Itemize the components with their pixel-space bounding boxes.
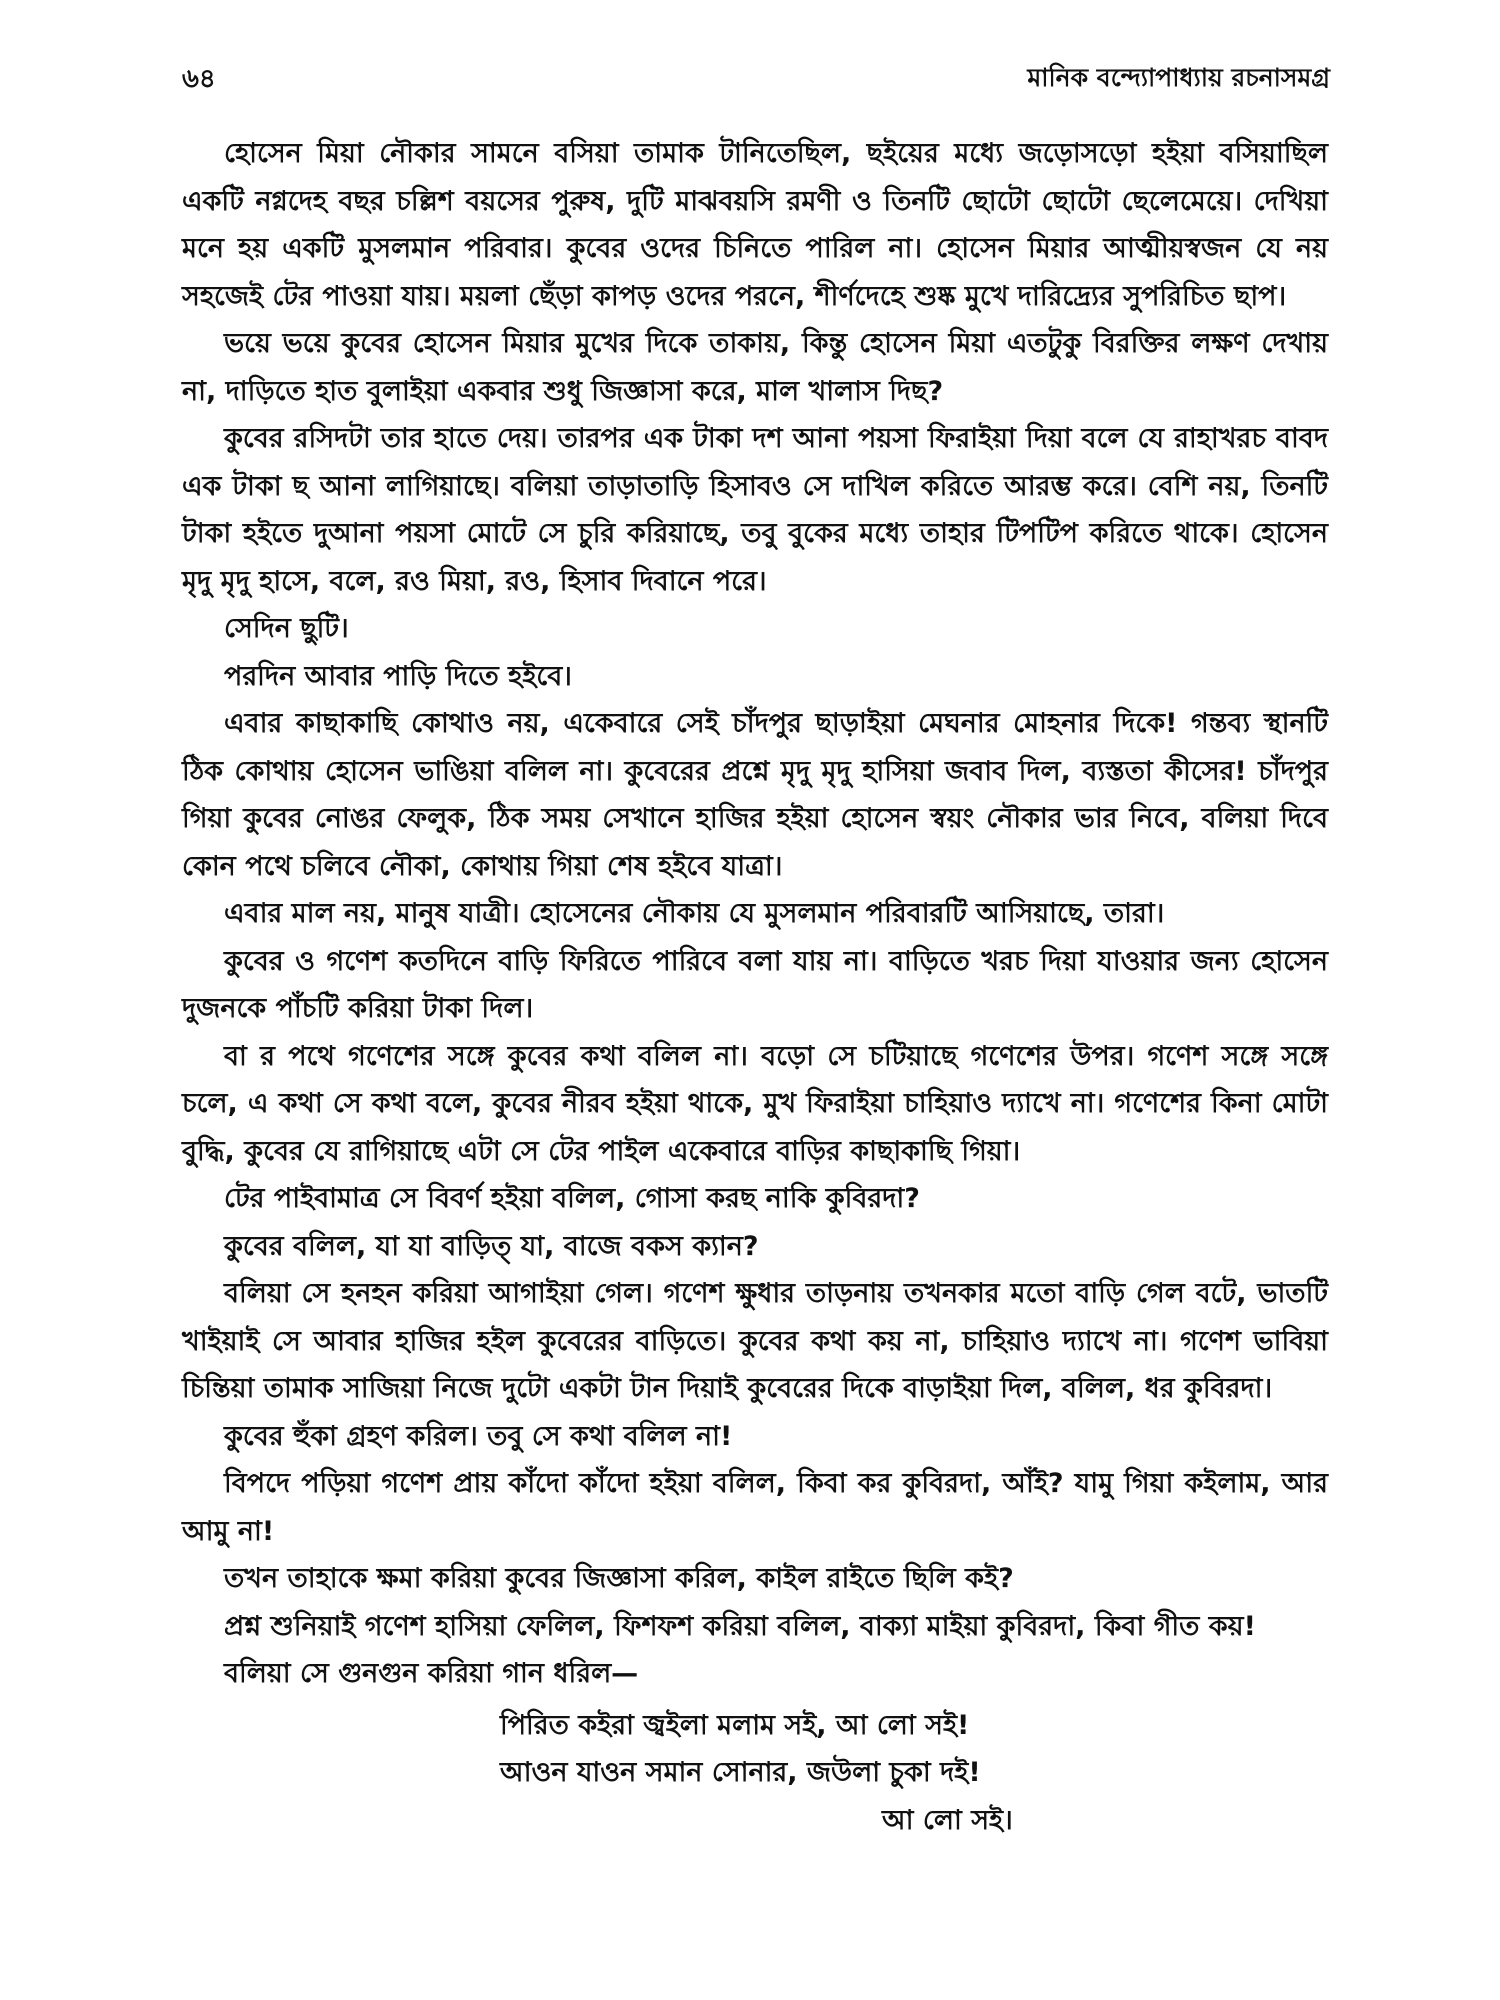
page-number: ৬৪: [182, 64, 216, 94]
paragraph: কুবের রসিদটা তার হাতে দেয়। তারপর এক টাকা দশ আনা পয়সা ফিরাইয়া দিয়া বলে যে রাহাখরচ বাবদ এক টাকা ছ আনা লাগিয়াছে। বলিয়া তাড়াতাড়ি হিসাবও সে দাখিল করিতে আরম্ভ করে। বেশি নয়, তিনটি টাকা হইতে দুআনা পয়সা মোটে সে চুরি করিয়াছে, তবু বুকের মধ্যে তাহার টিপটিপ করিতে থাকে। হোসেন মৃদু মৃদু হাসে, বলে, রও মিয়া, রও, হিসাব দিবানে পরে।: [182, 423, 1328, 597]
paragraph: ভয়ে ভয়ে কুবের হোসেন মিয়ার মুখের দিকে তাকায়, কিন্তু হোসেন মিয়া এতটুকু বিরক্তির লক্ষণ দেখায় না, দাড়িতে হাত বুলাইয়া একবার শুধু জিজ্ঞাসা করে, মাল খালাস দিছ?: [182, 328, 1328, 407]
paragraph: কুবের হুঁকা গ্রহণ করিল। তবু সে কথা বলিল না!: [224, 1420, 733, 1452]
paragraph: হোসেন মিয়া নৌকার সামনে বসিয়া তামাক টানিতেছিল, ছইয়ের মধ্যে জড়োসড়ো হইয়া বসিয়াছিল একটি নগ্নদেহ বছর চল্লিশ বয়সের পুরুষ, দুটি মাঝবয়সি রমণী ও তিনটি ছোটো ছোটো ছেলেমেয়ে। দেখিয়া মনে হয় একটি মুসলমান পরিবার। কুবের ওদের চিনিতে পারিল না। হোসেন মিয়ার আত্মীয়স্বজন যে নয় সহজেই টের পাওয়া যায়। ময়লা ছেঁড়া কাপড় ওদের পরনে, শীর্ণদেহে শুষ্ক মুখে দারিদ্র্যের সুপরিচিত ছাপ।: [182, 138, 1328, 312]
verse-line: পিরিত কইরা জ্বইলা মলাম সই, আ লো সই!: [500, 1709, 970, 1741]
paragraph: কুবের বলিল, যা যা বাড়িত্ যা, বাজে বকস ক্যান?: [224, 1230, 759, 1262]
verse-line: আ লো সই।: [882, 1804, 1013, 1836]
paragraph: বা র পথে গণেশের সঙ্গে কুবের কথা বলিল না। বড়ো সে চটিয়াছে গণেশের উপর। গণেশ সঙ্গে সঙ্গে চলে, এ কথা সে কথা বলে, কুবের নীরব হইয়া থাকে, মুখ ফিরাইয়া চাহিয়াও দ্যাখে না। গণেশের কিনা মোটা বুদ্ধি, কুবের যে রাগিয়াছে এটা সে টের পাইল একেবারে বাড়ির কাছাকাছি গিয়া।: [182, 1040, 1328, 1167]
paragraph: সেদিন ছুটি।: [224, 613, 349, 644]
running-title: মানিক বন্দ্যোপাধ্যায় রচনাসমগ্র: [1027, 63, 1330, 92]
page-header: [182, 58, 1330, 98]
paragraph: এবার কাছাকাছি কোথাও নয়, একেবারে সেই চাঁদপুর ছাড়াইয়া মেঘনার মোহনার দিকে! গন্তব্য স্থানটি ঠিক কোথায় হোসেন ভাঙিয়া বলিল না। কুবেরের প্রশ্নে মৃদু মৃদু হাসিয়া জবাব দিল, ব্যস্ততা কীসের! চাঁদপুর গিয়া কুবের নোঙর ফেলুক, ঠিক সময় সেখানে হাজির হইয়া হোসেন স্বয়ং নৌকার ভার নিবে, বলিয়া দিবে কোন পথে চলিবে নৌকা, কোথায় গিয়া শেষ হইবে যাত্রা।: [182, 708, 1328, 882]
paragraph: টের পাইবামাত্র সে বিবর্ণ হইয়া বলিল, গোসা করছ নাকি কুবিরদা?: [224, 1183, 920, 1214]
paragraph: পরদিন আবার পাড়ি দিতে হইবে।: [224, 660, 572, 692]
verse-line: আওন যাওন সমান সোনার, জউলা চুকা দই!: [500, 1757, 981, 1788]
body-text: [182, 130, 1328, 1844]
paragraph: বিপদে পড়িয়া গণেশ প্রায় কাঁদো কাঁদো হইয়া বলিল, কিবা কর কুবিরদা, আঁই? যামু গিয়া কইলাম, আর আমু না!: [182, 1468, 1328, 1547]
paragraph: এবার মাল নয়, মানুষ যাত্রী। হোসেনের নৌকায় যে মুসলমান পরিবারটি আসিয়াছে, তারা।: [224, 898, 1165, 929]
paragraph: বলিয়া সে হনহন করিয়া আগাইয়া গেল। গণেশ ক্ষুধার তাড়নায় তখনকার মতো বাড়ি গেল বটে, ভাতটি খাইয়াই সে আবার হাজির হইল কুবেরের বাড়িতে। কুবের কথা কয় না, চাহিয়াও দ্যাখে না। গণেশ ভাবিয়া চিন্তিয়া তামাক সাজিয়া নিজে দুটো একটা টান দিয়াই কুবেরের দিকে বাড়াইয়া দিল, বলিল, ধর কুবিরদা।: [182, 1278, 1328, 1404]
paragraph: তখন তাহাকে ক্ষমা করিয়া কুবের জিজ্ঞাসা করিল, কাইল রাইতে ছিলি কই?: [224, 1563, 1014, 1594]
paragraph: বলিয়া সে গুনগুন করিয়া গান ধরিল—: [224, 1658, 639, 1689]
paragraph: প্রশ্ন শুনিয়াই গণেশ হাসিয়া ফেলিল, ফিশফশ করিয়া বলিল, বাক্যা মাইয়া কুবিরদা, কিবা গীত কয়!: [224, 1610, 1256, 1642]
paragraph: কুবের ও গণেশ কতদিনে বাড়ি ফিরিতে পারিবে বলা যায় না। বাড়িতে খরচ দিয়া যাওয়ার জন্য হোসেন দুজনকে পাঁচটি করিয়া টাকা দিল।: [182, 945, 1328, 1024]
song-verse: [182, 1702, 1328, 1845]
